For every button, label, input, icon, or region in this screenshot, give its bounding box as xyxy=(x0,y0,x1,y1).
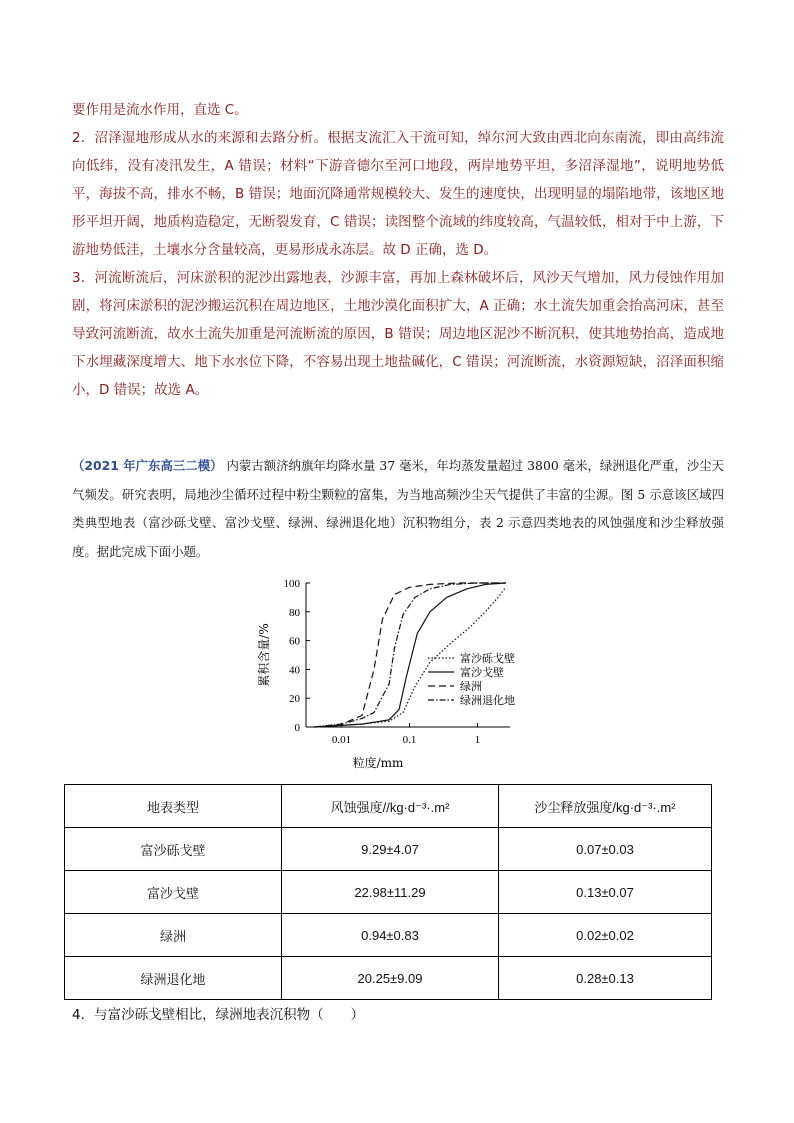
table-cell: 22.98±11.29 xyxy=(282,871,499,914)
question-4: 4．与富沙砾戈壁相比，绿洲地表沉积物（ ） xyxy=(72,1007,365,1023)
x-tick-label: 0.01 xyxy=(331,734,352,746)
legend-label: 绿洲 xyxy=(460,680,482,693)
figure-5-chart xyxy=(250,575,540,780)
y-tick-label: 60 xyxy=(289,635,300,648)
x-tick-label: 0.1 xyxy=(402,734,417,746)
table-cell: 0.94±0.83 xyxy=(282,914,499,957)
table-header-row xyxy=(65,785,712,828)
table-cell: 绿洲 xyxy=(65,914,282,957)
table-row xyxy=(65,914,712,957)
table-cell: 绿洲退化地 xyxy=(65,957,282,1000)
table-header: 风蚀强度//kg·d⁻³·.m² xyxy=(282,785,499,828)
table-cell: 0.28±0.13 xyxy=(499,957,712,1000)
table-cell: 0.07±0.03 xyxy=(499,828,712,871)
x-tick-label: 1 xyxy=(474,734,481,746)
question-source: （2021 年广东高三二模） xyxy=(72,458,223,473)
table-cell: 20.25±9.09 xyxy=(282,957,499,1000)
y-tick-label: 100 xyxy=(283,578,300,590)
intro-text: 内蒙古额济纳旗年均降水量 37 毫米，年均蒸发量超过 3800 毫米，绿洲退化严重，沙尘天气频发。研究表明，局地沙尘循环过程中粉尘颗粒的富集，为当地高频沙尘天气提供了丰富的尘源。图 5 示意该区域四类典型地表（富沙砾戈壁、富沙戈壁、绿洲、绿洲退化地）沉积物组分，表 2 示意四类地表的风蚀强度和沙尘释放强度。据此完成下面小题。 xyxy=(72,458,724,559)
y-tick-label: 80 xyxy=(289,606,300,619)
table-cell: 0.02±0.02 xyxy=(499,914,712,957)
table-row xyxy=(65,828,712,871)
y-tick-label: 0 xyxy=(294,722,300,734)
table-2 xyxy=(64,784,712,1000)
y-axis-label: 累积含量/% xyxy=(257,623,271,687)
table-row xyxy=(65,957,712,1000)
x-axis-label: 粒度/mm xyxy=(352,756,404,770)
answer-2: 2．沼泽湿地形成从水的来源和去路分析。根据支流汇入干流可知，绰尔河大致由西北向东南流，即由高纬流向低纬，没有凌汛发生，A 错误；材料“下游音德尔至河口地段，两岸地势平坦，多沼泽湿地”，说明地势低平，海拔不高，排水不畅，B 错误；地面沉降通常规模较大、发生的速度快，出现明显的塌陷地带，该地区地形平坦开阔，地质构造稳定，无断裂发育，C 错误；读图整个流域的纬度较高，气温较低，相对于中上游，下游地势低洼，土壤水分含量较高，更易形成永冻层。故 D 正确，选 D。 xyxy=(72,130,724,258)
table-row xyxy=(65,871,712,914)
table-cell: 富沙戈壁 xyxy=(65,871,282,914)
table-header: 沙尘释放强度/kg·d⁻³·.m² xyxy=(499,785,712,828)
answer-3: 3．河流断流后，河床淤积的泥沙出露地表，沙源丰富，再加上森林破坏后，风沙天气增加，风力侵蚀作用加剧，将河床淤积的泥沙搬运沉积在周边地区，土地沙漠化面积扩大，A 正确；水土流失加重会抬高河床，甚至导致河流断流，故水土流失加重是河流断流的原因，B 错误；周边地区泥沙不断沉积，使其地势抬高，造成地下水埋藏深度增大、地下水水位下降，不容易出现土地盐碱化，C 错误；河流断流，水资源短缺，沼泽面积缩小，D 错误；故选 A。 xyxy=(72,270,724,398)
table-header: 地表类型 xyxy=(65,785,282,828)
legend-label: 绿洲退化地 xyxy=(460,694,515,707)
answer-block xyxy=(72,96,724,404)
table-cell: 9.29±4.07 xyxy=(282,828,499,871)
legend-label: 富沙砾戈壁 xyxy=(460,652,515,665)
cumulative-grain-chart xyxy=(250,575,540,780)
answer-1-tail: 要作用是流水作用，直选 C。 xyxy=(72,102,248,118)
question-intro xyxy=(72,452,724,566)
y-tick-label: 20 xyxy=(289,693,300,706)
table-cell: 富沙砾戈壁 xyxy=(65,828,282,871)
legend-label: 富沙戈壁 xyxy=(460,666,504,679)
y-tick-label: 40 xyxy=(289,664,300,677)
table-cell: 0.13±0.07 xyxy=(499,871,712,914)
